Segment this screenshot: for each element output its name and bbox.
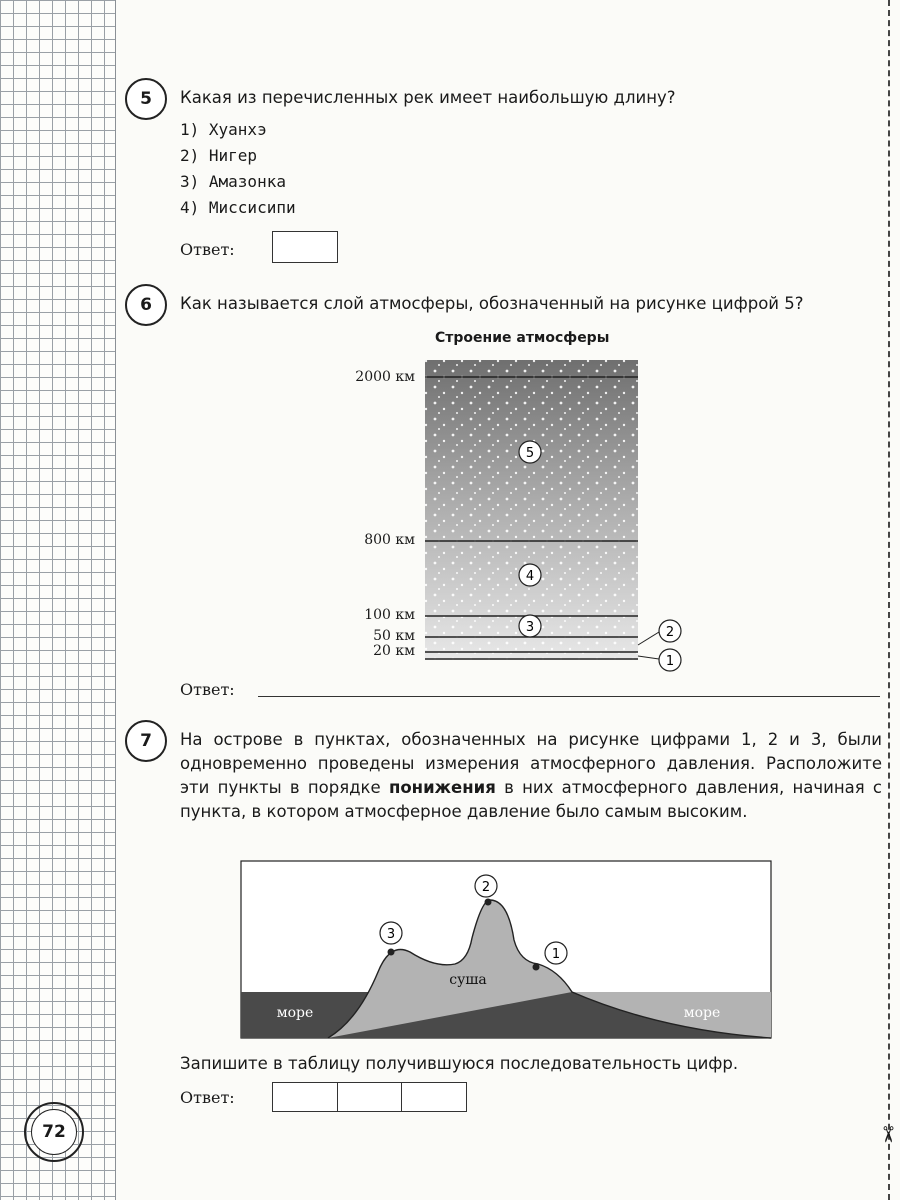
layer-4-marker — [519, 564, 541, 586]
island-diagram — [240, 860, 772, 1040]
layer-2-marker — [659, 620, 681, 642]
point-3-dot — [388, 949, 395, 956]
question-5-number: 5 — [125, 78, 167, 120]
question-7-number: 7 — [125, 720, 167, 762]
point-3-label: 3 — [386, 927, 396, 942]
q7-answer-table — [272, 1082, 467, 1112]
q7-text-bold: понижения — [388, 778, 496, 797]
q7-answer-label: Ответ: — [180, 1088, 235, 1107]
layer-3-marker — [519, 615, 541, 637]
q6-answer-line[interactable] — [258, 696, 880, 697]
point-1-dot — [533, 964, 540, 971]
question-6-number: 6 — [125, 284, 167, 326]
q7-text-part-2: в них атмосферного давления, начиная с пункта, в котором атмосферное давление было самым высоким. — [180, 778, 883, 821]
layer-3-label: 3 — [525, 620, 535, 635]
q5-option-4[interactable]: 4) Миссисипи — [180, 198, 296, 217]
point-2-label: 2 — [481, 880, 491, 895]
point-3-marker — [380, 922, 402, 944]
question-5-text: Какая из перечисленных рек имеет наибольшую длину? — [180, 88, 676, 107]
q5-option-3[interactable]: 3) Амазонка — [180, 172, 286, 191]
q6-answer-label: Ответ: — [180, 680, 235, 699]
altitude-20: 20 км — [373, 643, 415, 659]
altitude-2000: 2000 км — [355, 369, 415, 385]
layer-2-label: 2 — [665, 625, 675, 640]
q5-option-1[interactable]: 1) Хуанхэ — [180, 120, 267, 139]
sea-left-label: море — [276, 1005, 314, 1021]
land-label: суша — [449, 972, 487, 988]
point-1-label: 1 — [551, 947, 561, 962]
q7-answer-cell-1[interactable] — [273, 1083, 338, 1111]
layer-2-leader — [638, 632, 659, 645]
layer-5-label: 5 — [525, 446, 535, 461]
layer-1-marker — [659, 649, 681, 671]
altitude-100: 100 км — [364, 607, 415, 623]
layer-1-label: 1 — [665, 654, 675, 669]
altitude-800: 800 км — [364, 532, 415, 548]
question-6-text: Как называется слой атмосферы, обозначенный на рисунке цифрой 5? — [180, 294, 804, 313]
q5-option-2[interactable]: 2) Нигер — [180, 146, 258, 165]
point-2-dot — [485, 899, 492, 906]
q7-answer-cell-2[interactable] — [337, 1083, 402, 1111]
altitude-50: 50 км — [373, 628, 415, 644]
layer-1-leader — [638, 656, 659, 659]
atmosphere-figure-title: Строение атмосферы — [435, 330, 610, 346]
q7-text-part-1: На острове в пунктах, обозначенных на рисунке цифрами 1, 2 и 3, были одновременно проведены измерения атмосферного давления. Расположите эти пункты в порядке — [180, 730, 882, 797]
q7-instruction: Запишите в таблицу получившуюся последовательность цифр. — [180, 1054, 739, 1073]
page-number-badge — [24, 1102, 84, 1162]
layer-5-marker — [519, 441, 541, 463]
point-2-marker — [475, 875, 497, 897]
scissors-icon: ✂ — [874, 1125, 900, 1144]
sea-right-label: море — [683, 1005, 721, 1021]
q5-answer-label: Ответ: — [180, 240, 235, 259]
page-number: 72 — [31, 1109, 77, 1155]
q7-answer-cell-3[interactable] — [401, 1083, 465, 1111]
layer-4-label: 4 — [525, 569, 535, 584]
point-1-marker — [545, 942, 567, 964]
question-7-text — [180, 728, 882, 824]
